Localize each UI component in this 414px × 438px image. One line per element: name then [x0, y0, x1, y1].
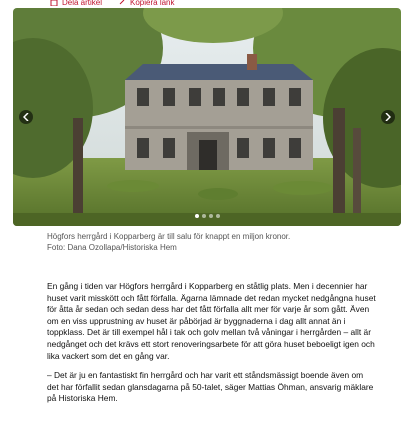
- gallery-dot-3[interactable]: [209, 214, 213, 218]
- article-paragraph-1: En gång i tiden var Högfors herrgård i Kopparberg en ståtlig plats. Men i decennier har huset varit misskött och fått förfalla. Ägarna lämnade det redan mycket nedgångna huset för åtta år sedan och sedan dess har det fått förfalla allt mer för varje år som gått. Även om en viss upprustning av huset är påbörjad är byggnaderna i dag allt annat än i toppklass. Det är till exempel hål i tak och golv mellan två våningar i herrgården – allt är nedgånget och det krävs ett stort renoveringsarbete för att göra huset beboeligt igen och lika vackert som det en gång var.: [47, 281, 376, 361]
- copy-link-label: Kopiera länk: [130, 0, 175, 7]
- caption-credit: Foto: Dana Ozollapa/Historiska Hem: [47, 243, 177, 252]
- gallery-dot-2[interactable]: [202, 214, 206, 218]
- copy-link-button[interactable]: [118, 0, 174, 8]
- share-icon: [50, 0, 58, 6]
- share-article-label: Dela artikel: [62, 0, 103, 7]
- gallery-dot-1[interactable]: [195, 214, 199, 218]
- image-caption: [47, 231, 377, 253]
- caption-text: Högfors herrgård i Kopparberg är till salu för knappt en miljon kronor.: [47, 232, 291, 241]
- article-paragraph-2: – Det är ju en fantastiskt fin herrgård och har varit ett ståndsmässigt boende även om det har förfallit sedan glansdagarna på 50-talet, säger Mattias Öhman, ansvarig mäklare på Historiska Hem.: [47, 370, 374, 404]
- share-bar: [50, 0, 175, 8]
- gallery-pagination: [13, 214, 401, 218]
- gallery-next-button[interactable]: [381, 110, 395, 124]
- gallery-dot-4[interactable]: [216, 214, 220, 218]
- chevron-right-icon: [385, 113, 391, 121]
- article-body: [47, 281, 377, 413]
- link-icon: [118, 0, 126, 6]
- gallery-prev-button[interactable]: [19, 110, 33, 124]
- image-gallery: [13, 8, 401, 226]
- manor-house-photo: [13, 8, 401, 226]
- share-article-button[interactable]: [50, 0, 102, 8]
- chevron-left-icon: [23, 113, 29, 121]
